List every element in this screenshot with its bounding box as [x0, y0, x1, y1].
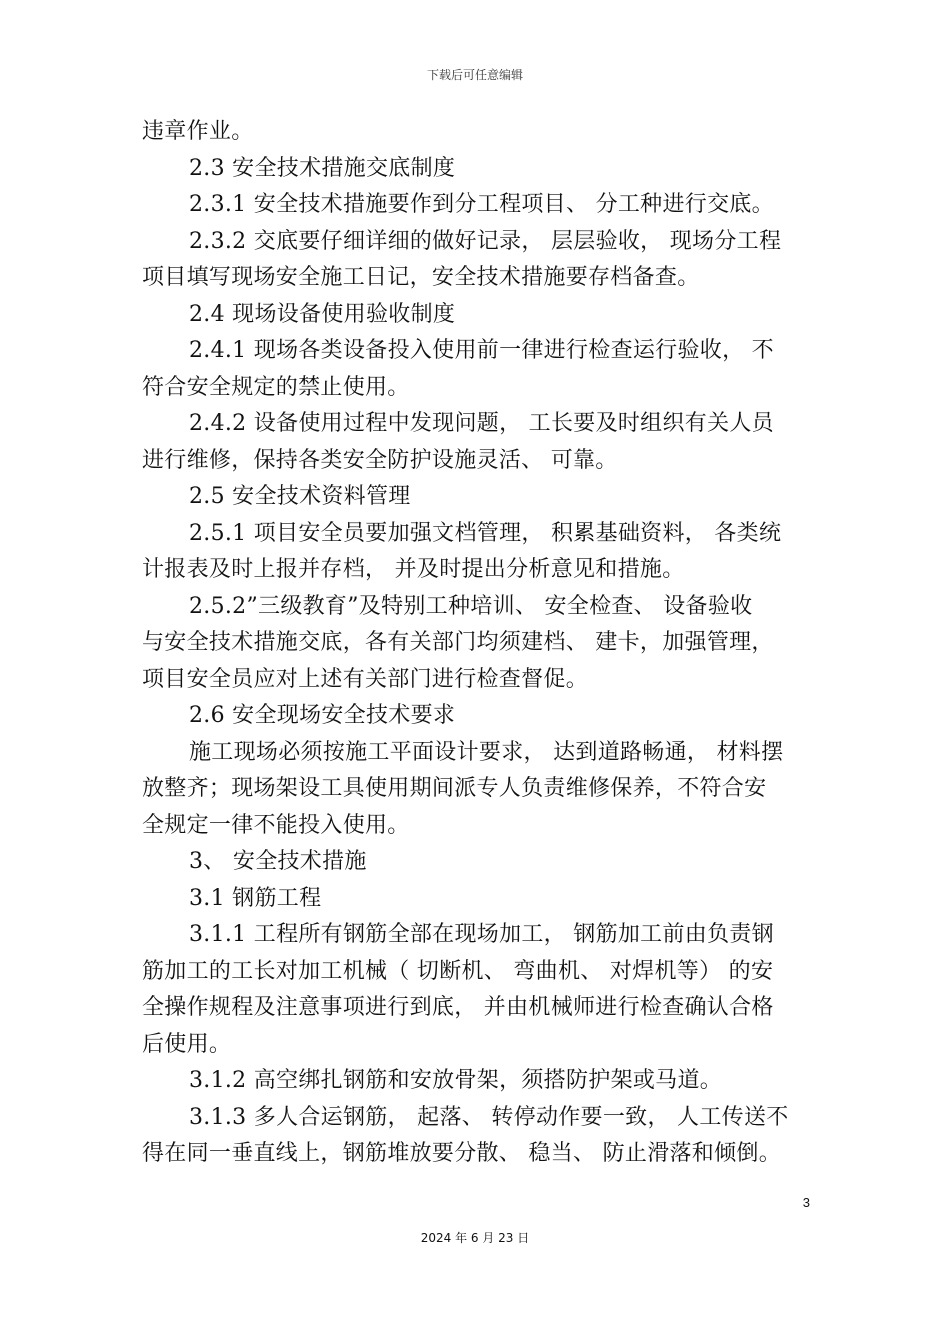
text-line: 项目填写现场安全施工日记，安全技术措施要存档备查。: [142, 265, 700, 290]
page-number: 3: [802, 1195, 810, 1210]
text-line: 2.5 安全技术资料管理: [189, 484, 411, 509]
text-line: 全规定一律不能投入使用。: [142, 812, 410, 838]
text-line: 全操作规程及注意事项进行到底， 并由机械师进行检查确认合格: [142, 995, 774, 1020]
text-line: 筋加工的工长对加工机械（ 切断机、 弯曲机、 对焊机等） 的安: [142, 958, 774, 984]
text-line: 得在同一垂直线上，钢筋堆放要分散、 稳当、 防止滑落和倾倒。: [142, 1141, 781, 1166]
text-line: 3.1.3 多人合运钢筋， 起落、 转停动作要一致， 人工传送不: [189, 1104, 789, 1130]
text-line: 3.1.1 工程所有钢筋全部在现场加工， 钢筋加工前由负责钢: [189, 922, 774, 947]
text-line: 进行维修，保持各类安全防护设施灵活、 可靠。: [142, 447, 618, 473]
text-line: 施工现场必须按施工平面设计要求， 达到道路畅通， 材料摆: [189, 739, 784, 765]
text-line: 放整齐；现场架设工具使用期间派专人负责维修保养，不符合安: [142, 776, 767, 801]
text-line: 计报表及时上报并存档， 并及时提出分析意见和措施。: [142, 557, 685, 582]
text-line: 3.1.2 高空绑扎钢筋和安放骨架，须搭防护架或马道。: [189, 1068, 723, 1093]
footer-date: 2024 年 6 月 23 日: [420, 1231, 530, 1245]
header-note: 下载后可任意编辑: [426, 68, 523, 82]
text-line: 2.4 现场设备使用验收制度: [189, 301, 456, 327]
text-line: 2.5.2”三级教育”及特别工种培训、 安全检查、 设备验收: [189, 593, 753, 619]
text-line: 违章作业。: [142, 119, 254, 144]
text-line: 2.4.1 现场各类设备投入使用前一律进行检查运行验收， 不: [189, 338, 774, 363]
text-line: 2.3 安全技术措施交底制度: [189, 155, 456, 181]
text-line: 2.6 安全现场安全技术要求: [189, 703, 456, 728]
text-line: 与安全技术措施交底，各有关部门均须建档、 建卡，加强管理，: [142, 630, 774, 655]
text-line: 2.3.1 安全技术措施要作到分工程项目、 分工种进行交底。: [189, 192, 774, 217]
text-line: 符合安全规定的禁止使用。: [142, 374, 410, 400]
text-line: 项目安全员应对上述有关部门进行检查督促。: [142, 666, 589, 692]
text-line: 2.5.1 项目安全员要加强文档管理， 积累基础资料， 各类统: [189, 520, 782, 546]
text-line: 2.4.2 设备使用过程中发现问题， 工长要及时组织有关人员: [189, 411, 774, 436]
text-line: 2.3.2 交底要仔细详细的做好记录， 层层验收， 现场分工程: [189, 228, 782, 254]
text-line: 3、 安全技术措施: [189, 849, 367, 874]
text-line: 3.1 钢筋工程: [189, 885, 322, 911]
document-body: [142, 114, 812, 1173]
text-line: 后使用。: [142, 1031, 232, 1057]
